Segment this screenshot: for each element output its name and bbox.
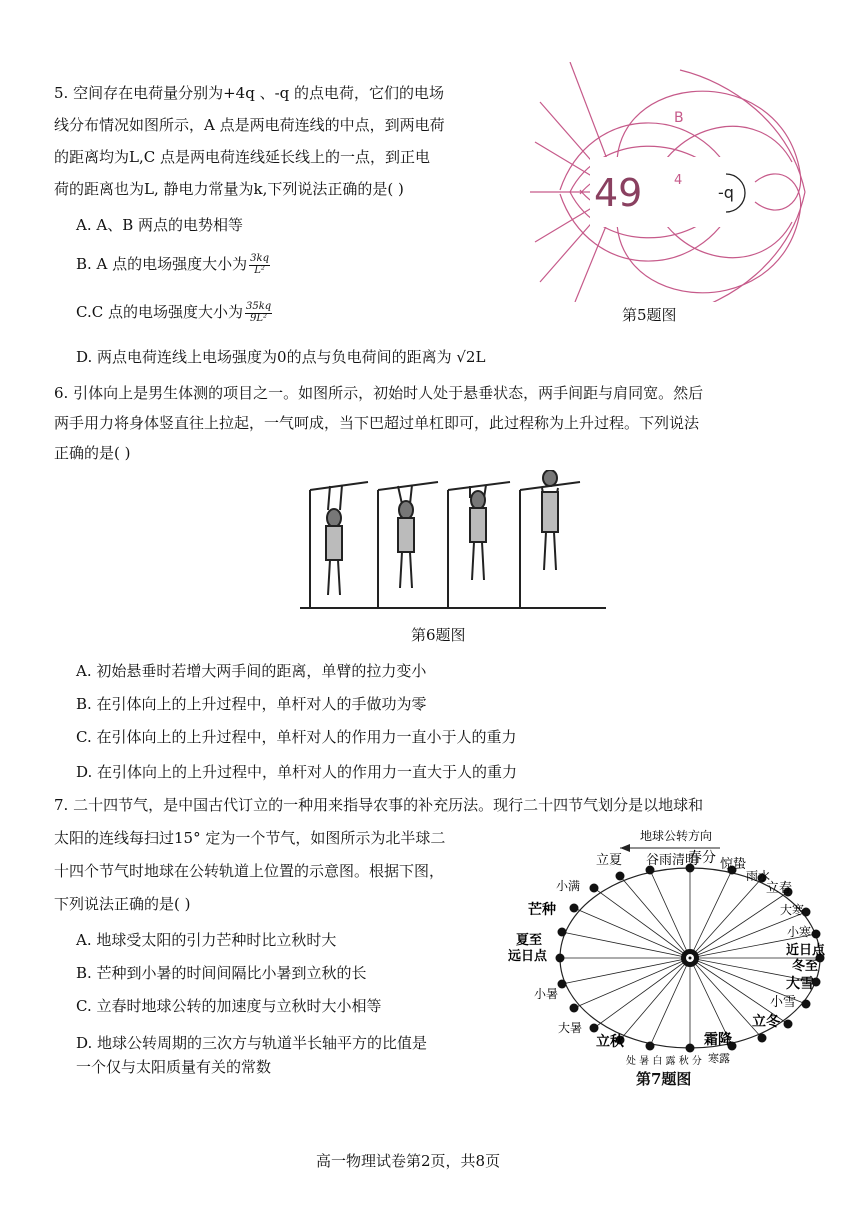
q5-stem-line-4: 荷的距离也为L, 静电力常量为k,下列说法正确的是( ) <box>54 180 404 198</box>
q5-option-b-numerator: 3kq <box>250 253 269 264</box>
q7-option-b: B. 芒种到小暑的时间间隔比小暑到立秋的长 <box>76 964 367 982</box>
pull-up-stage-4 <box>520 470 580 608</box>
label-xiaohan: 小寒 <box>787 925 812 939</box>
label-shuangjiang: 霜降 <box>704 1032 732 1048</box>
q7-stem-line-2: 太阳的连线每扫过15° 定为一个节气，如图所示为北半球二 <box>54 829 446 847</box>
pull-up-stage-2 <box>378 482 438 608</box>
label-daxue: 大雪 <box>786 976 814 992</box>
label-jinridian: 近日点 <box>786 943 826 958</box>
q5-option-c <box>76 302 272 324</box>
label-49: 49 <box>594 171 643 215</box>
label-xiaoman: 小满 <box>556 879 581 893</box>
q7-option-d-line-2: 一个仅与太阳质量有关的常数 <box>76 1058 272 1076</box>
label-dongzhi: 冬至 <box>792 959 819 974</box>
q5-option-a: A. A、B 两点的电势相等 <box>76 216 243 234</box>
q7-stem-line-1: 7. 二十四节气，是中国古代订立的一种用来指导农事的补充历法。现行二十四节气划分是以地球和 <box>54 796 704 814</box>
label-hanlu: 寒露 <box>708 1052 730 1065</box>
q7-option-c: C. 立春时地球公转的加速度与立秋时大小相等 <box>76 997 382 1015</box>
q6-option-c: C. 在引体向上的上升过程中，单杆对人的作用力一直小于人的重力 <box>76 728 517 746</box>
q5-option-d: D. 两点电荷连线上电场强度为0的点与负电荷间的距离为 √2L <box>76 348 486 366</box>
q6-pull-up-figure <box>298 470 608 615</box>
label-yushui: 雨水 <box>746 869 771 883</box>
pull-up-stage-1 <box>310 482 368 608</box>
q7-option-d-line-1: D. 地球公转周期的三次方与轨道半长轴平方的比值是 <box>76 1034 428 1052</box>
q5-option-c-numerator: 35kq <box>245 301 272 312</box>
pull-up-stage-3 <box>448 482 510 608</box>
label-dahan: 大寒 <box>780 903 805 917</box>
q5-option-c-denominator: 9L² <box>250 312 268 324</box>
q5-option-b-fraction <box>249 254 270 276</box>
label-b: B <box>674 110 684 126</box>
q6-stem-line-3: 正确的是( ) <box>54 444 131 462</box>
q5-option-c-text: C.C 点的电场强度大小为 <box>76 303 243 321</box>
sun-icon <box>681 949 699 967</box>
q6-option-b: B. 在引体向上的上升过程中，单杆对人的手做功为零 <box>76 695 427 713</box>
q7-stem-line-3: 十四个节气时地球在公转轨道上位置的示意图。根据下图， <box>54 862 445 880</box>
q5-field-line-figure <box>530 62 810 302</box>
label-dashu: 大暑 <box>558 1021 583 1035</box>
q7-figure-caption: 第7题图 <box>636 1070 692 1088</box>
label-jingzhe: 惊蛰 <box>720 857 747 872</box>
label-negative-q: -q <box>718 183 734 202</box>
label-yuanridian: 远日点 <box>508 949 548 964</box>
q6-figure-caption: 第6题图 <box>411 626 466 644</box>
label-mangzhong: 芒种 <box>528 902 556 918</box>
label-chunfen: 春分 <box>688 850 716 866</box>
q6-option-d: D. 在引体向上的上升过程中，单杆对人的作用力一直大于人的重力 <box>76 763 518 781</box>
label-4: 4 <box>674 173 683 188</box>
label-xiaoshu: 小暑 <box>534 987 559 1001</box>
label-bottom-terms: 处 暑 白 露 秋 分 <box>626 1056 702 1067</box>
q5-stem-line-2: 线分布情况如图所示，A 点是两电荷连线的中点，到两电荷 <box>54 116 445 134</box>
q5-stem-line-1: 5. 空间存在电荷量分别为+4q 、-q 的点电荷，它们的电场 <box>54 84 445 102</box>
label-xiaoxue: 小雪 <box>770 995 797 1010</box>
q6-stem-line-1: 6. 引体向上是男生体测的项目之一。如图所示，初始时人处于悬垂状态，两手间距与肩同宽。然后 <box>54 384 704 402</box>
q5-option-b <box>76 254 270 276</box>
page-footer: 高一物理试卷第2页，共8页 <box>316 1152 501 1170</box>
label-xiazhi: 夏至 <box>516 933 543 948</box>
label-lichun: 立春 <box>766 881 793 896</box>
q5-option-b-text: B. A 点的电场强度大小为 <box>76 255 248 273</box>
q5-option-b-denominator: L² <box>254 264 265 276</box>
q5-option-c-fraction <box>245 302 272 324</box>
q5-figure-caption: 第5题图 <box>622 306 677 324</box>
label-guyu-qingming: 谷雨清明 <box>646 853 699 868</box>
q6-stem-line-2: 两手用力将身体竖直往上拉起，一气呵成，当下巴超过单杠即可，此过程称为上升过程。下列说法 <box>54 414 700 432</box>
q7-option-a: A. 地球受太阳的引力芒种时比立秋时大 <box>76 931 337 949</box>
label-lidong: 立冬 <box>752 1014 780 1030</box>
q7-stem-line-4: 下列说法正确的是( ) <box>54 895 191 913</box>
label-liqiu: 立秋 <box>596 1034 624 1050</box>
direction-label: 地球公转方向 <box>640 829 713 843</box>
q7-orbit-figure <box>500 820 830 1075</box>
q5-stem-line-3: 的距离均为L,C 点是两电荷连线延长线上的一点，到正电 <box>54 148 430 166</box>
q6-option-a: A. 初始悬垂时若增大两手间的距离，单臂的拉力变小 <box>76 662 427 680</box>
label-lixia: 立夏 <box>596 853 623 868</box>
